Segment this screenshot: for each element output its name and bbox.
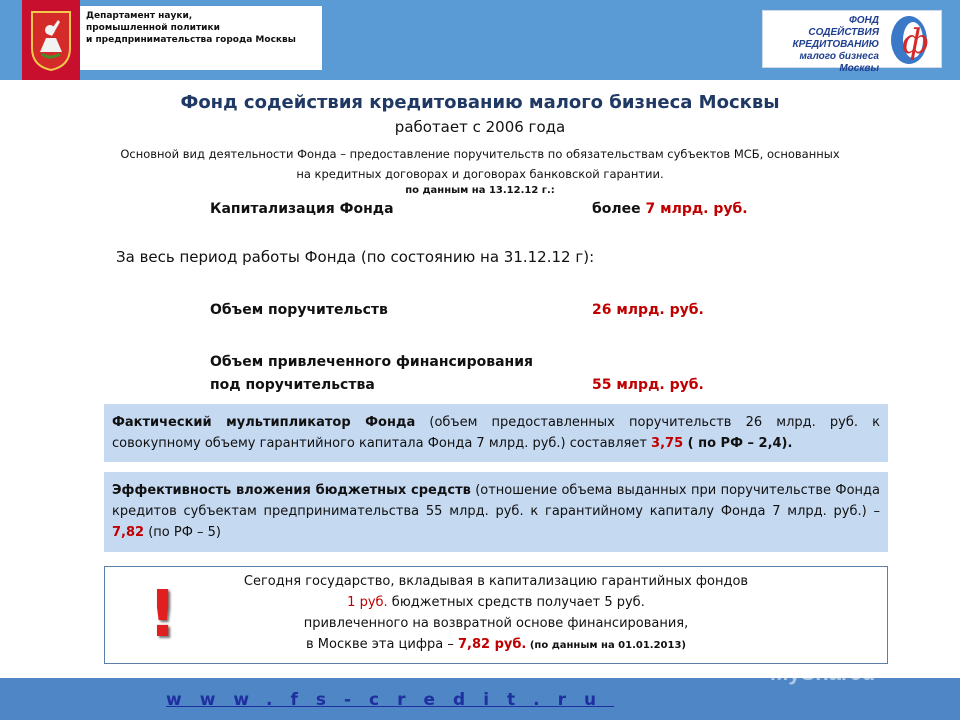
capitalization-value bbox=[592, 201, 748, 217]
fund-logo-line: СОДЕЙСТВИЯ bbox=[808, 27, 879, 38]
fund-logo-line: малого бизнеса Москвы bbox=[799, 51, 879, 74]
efficiency-value: 7,82 bbox=[112, 525, 145, 540]
department-line: промышленной политики bbox=[86, 23, 220, 33]
multiplier-rf: ( по РФ – 2,4). bbox=[683, 436, 793, 451]
financing-value: 55 млрд. руб. bbox=[592, 377, 704, 393]
today-line2-rest: бюджетных средств получает 5 руб. bbox=[387, 595, 645, 610]
page-subtitle: работает с 2006 года bbox=[394, 118, 566, 136]
exclamation-icon: ! bbox=[148, 578, 178, 652]
coat-of-arms bbox=[22, 0, 80, 80]
date-note: по данным на 13.12.12 г.: bbox=[405, 185, 555, 196]
efficiency-text: (отношение объема выданных при поручительстве Фонда кредитов субъектам предпринимательства 55 млрд. руб. к гарантийному капиталу Фонда 7 млрд. руб.) – bbox=[112, 483, 880, 519]
today-line3: привлеченного на возвратной основе финансирования, bbox=[303, 616, 689, 631]
guarantees-label: Объем поручительств bbox=[210, 302, 388, 318]
today-note: (по данным на 01.01.2013) bbox=[526, 640, 686, 651]
department-name bbox=[80, 6, 322, 70]
watermark: MyShared bbox=[770, 660, 876, 685]
financing-label-line2: под поручительства bbox=[210, 377, 375, 393]
today-amount: 1 руб. bbox=[347, 595, 388, 610]
today-line4-prefix: в Москве эта цифра – bbox=[306, 637, 458, 652]
department-line: и предпринимательства города Москвы bbox=[86, 35, 296, 45]
financing-label-line1: Объем привлеченного финансирования bbox=[210, 354, 534, 370]
multiplier-box bbox=[104, 404, 888, 462]
multiplier-value: 3,75 bbox=[651, 436, 684, 451]
period-text: За весь период работы Фонда (по состоянию на 31.12.12 г): bbox=[116, 248, 595, 266]
capitalization-prefix: более bbox=[592, 201, 646, 217]
svg-text:ф: ф bbox=[902, 22, 929, 62]
fund-logo bbox=[762, 10, 942, 74]
efficiency-bold: Эффективность вложения бюджетных средств bbox=[112, 483, 471, 498]
today-moscow-value: 7,82 руб. bbox=[457, 637, 527, 652]
multiplier-text: (объем предоставленных поручительств 26 млрд. руб. к совокупному объему гарантийного капитала Фонда 7 млрд. руб.) составляет bbox=[112, 415, 880, 451]
today-line4 bbox=[105, 634, 887, 656]
fund-logo-line: КРЕДИТОВАНИЮ bbox=[792, 39, 879, 50]
site-link[interactable]: www.fs-credit.ru bbox=[166, 690, 615, 710]
capitalization-amount: 7 млрд. руб. bbox=[645, 201, 748, 217]
fund-logo-line: ФОНД bbox=[848, 15, 879, 26]
guarantees-value: 26 млрд. руб. bbox=[592, 302, 704, 318]
department-line: Департамент науки, bbox=[86, 11, 193, 21]
efficiency-rf: (по РФ – 5) bbox=[144, 525, 222, 540]
capitalization-label: Капитализация Фонда bbox=[210, 201, 394, 217]
multiplier-bold: Фактический мультипликатор Фонда bbox=[112, 415, 416, 430]
fund-logo-icon bbox=[879, 11, 939, 69]
moscow-coat-of-arms-icon bbox=[28, 8, 74, 72]
fund-logo-text bbox=[763, 15, 879, 75]
efficiency-box bbox=[104, 472, 888, 552]
today-line2 bbox=[105, 592, 887, 613]
page-title: Фонд содействия кредитованию малого бизнеса Москвы bbox=[180, 92, 780, 113]
today-box bbox=[104, 566, 888, 664]
fund-description: Основной вид деятельности Фонда – предоставление поручительств по обязательствам субъектов МСБ, основанных на кредитных договорах и договорах банковской гарантии. bbox=[120, 147, 840, 181]
today-line1: Сегодня государство, вкладывая в капитализацию гарантийных фондов bbox=[243, 574, 749, 589]
